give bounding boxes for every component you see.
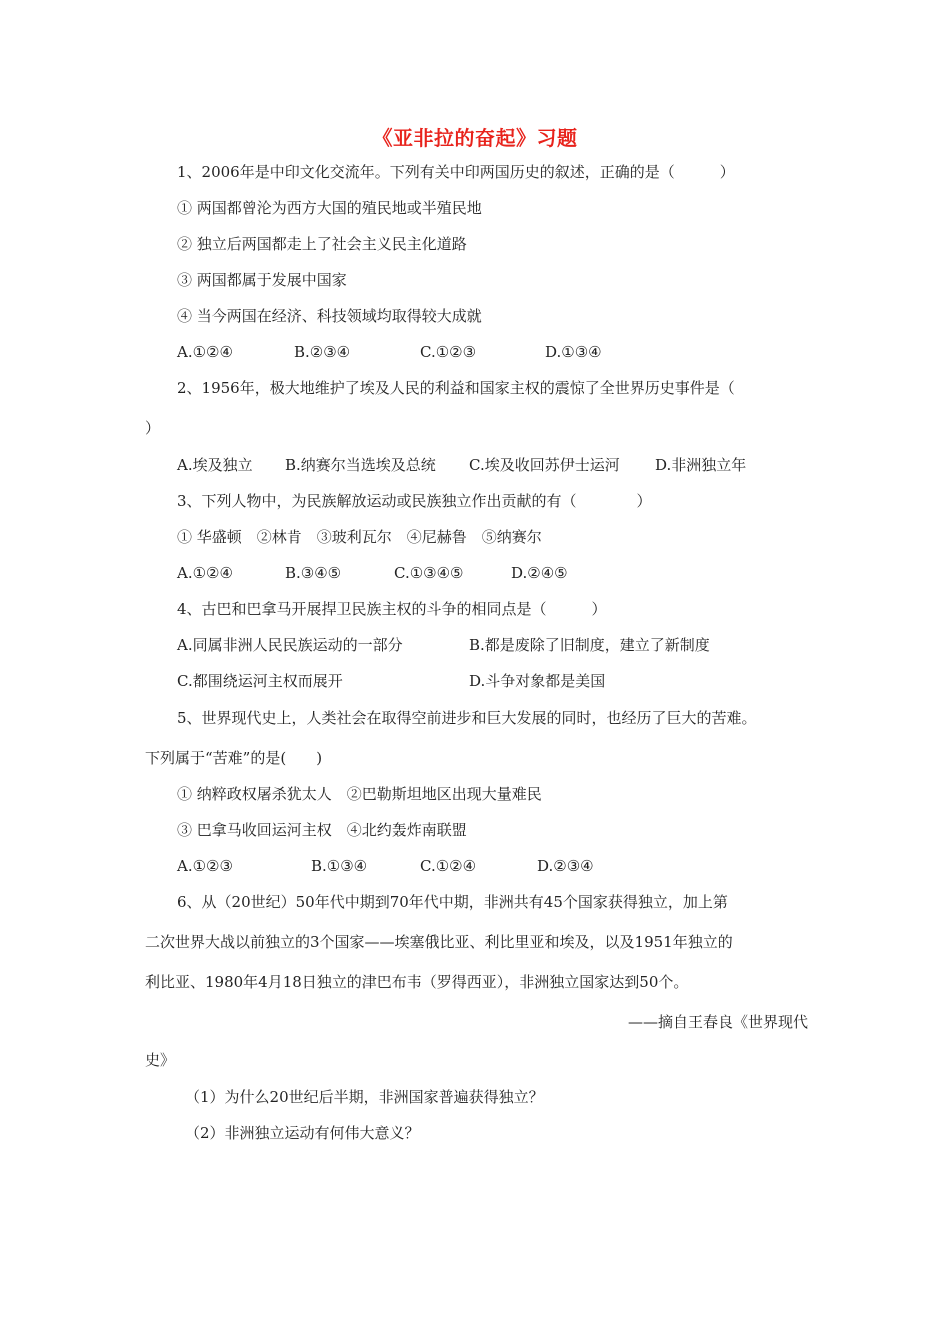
question-3-items: ① 华盛顿 ②林肯 ③玻利瓦尔 ④尼赫鲁 ⑤纳赛尔: [177, 528, 542, 546]
question-4-stem: 4、古巴和巴拿马开展捍卫民族主权的斗争的相同点是（ ）: [177, 600, 607, 618]
question-4-option-d: D.斗争对象都是美国: [469, 672, 606, 690]
question-5-option-a: A.①②③: [177, 857, 233, 875]
question-5-items-1: ① 纳粹政权屠杀犹太人 ②巴勒斯坦地区出现大量难民: [177, 785, 542, 803]
question-1-option-c: C.①②③: [420, 343, 477, 361]
question-2-stem: 2、1956年，极大地维护了埃及人民的利益和国家主权的震惊了全世界历史事件是（: [177, 379, 735, 397]
question-6-paragraph-line-3: 利比亚、1980年4月18日独立的津巴布韦（罗得西亚），非洲独立国家达到50个。: [145, 973, 689, 991]
question-6-source-line-1: ——摘自王春良《世界现代: [627, 1013, 808, 1031]
question-6-paragraph-line-1: 6、从（20世纪）50年代中期到70年代中期，非洲共有45个国家获得独立，加上第: [177, 893, 728, 911]
question-3-stem: 3、下列人物中，为民族解放运动或民族独立作出贡献的有（ ）: [177, 492, 652, 510]
question-1-item-4: ④ 当今两国在经济、科技领域均取得较大成就: [177, 307, 482, 325]
question-2-option-d: D.非洲独立年: [655, 456, 747, 474]
question-1-item-1: ① 两国都曾沦为西方大国的殖民地或半殖民地: [177, 199, 482, 217]
question-5-option-d: D.②③④: [537, 857, 594, 875]
question-3-option-d: D.②④⑤: [511, 564, 568, 582]
question-4-option-c: C.都围绕运河主权而展开: [177, 672, 343, 690]
question-3-option-b: B.③④⑤: [285, 564, 342, 582]
question-6-paragraph-line-2: 二次世界大战以前独立的3个国家——埃塞俄比亚、利比里亚和埃及，以及1951年独立的: [145, 933, 733, 951]
question-5-option-b: B.①③④: [311, 857, 368, 875]
question-1-stem: 1、2006年是中印文化交流年。下列有关中印两国历史的叙述，正确的是（ ）: [177, 163, 735, 181]
question-3-option-a: A.①②④: [177, 564, 233, 582]
question-5-stem: 5、世界现代史上，人类社会在取得空前进步和巨大发展的同时，也经历了巨大的苦难。: [177, 709, 757, 727]
question-2-option-c: C.埃及收回苏伊士运河: [469, 456, 620, 474]
question-2-option-a: A.埃及独立: [177, 456, 253, 474]
question-4-option-a: A.同属非洲人民民族运动的一部分: [177, 636, 403, 654]
page-title: 《亚非拉的奋起》习题: [372, 126, 578, 150]
question-1-option-b: B.②③④: [294, 343, 351, 361]
question-1-item-3: ③ 两国都属于发展中国家: [177, 271, 347, 289]
question-3-option-c: C.①③④⑤: [394, 564, 464, 582]
question-5-stem-continued: 下列属于“苦难”的是( ): [145, 749, 323, 767]
question-6-source-line-2: 史》: [145, 1051, 176, 1069]
question-6-subquestion-1: （1）为什么20世纪后半期，非洲国家普遍获得独立？: [185, 1088, 544, 1106]
question-1-option-d: D.①③④: [545, 343, 602, 361]
question-2-stem-continued: ）: [145, 419, 161, 437]
question-1-option-a: A.①②④: [177, 343, 233, 361]
question-5-items-2: ③ 巴拿马收回运河主权 ④北约轰炸南联盟: [177, 821, 467, 839]
question-2-option-b: B.纳赛尔当选埃及总统: [285, 456, 436, 474]
question-1-item-2: ② 独立后两国都走上了社会主义民主化道路: [177, 235, 467, 253]
question-4-option-b: B.都是废除了旧制度，建立了新制度: [469, 636, 710, 654]
question-5-option-c: C.①②④: [420, 857, 477, 875]
question-6-subquestion-2: （2）非洲独立运动有何伟大意义？: [185, 1124, 420, 1142]
